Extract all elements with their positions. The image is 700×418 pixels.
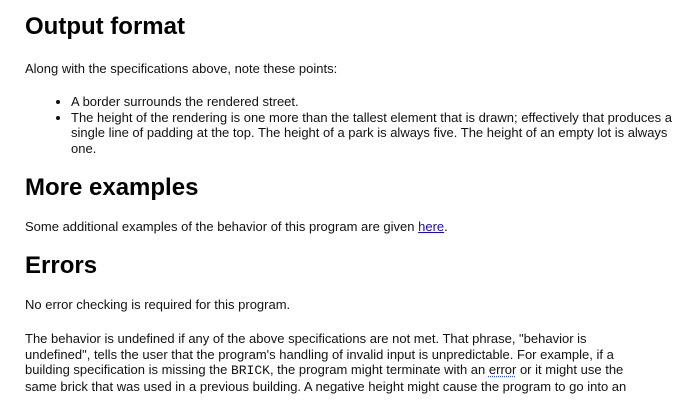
bullet-item-height: • The height of the rendering is one more than the tallest element that is drawn; effectively that produces a single line of padding at the top. The height of a park is always five. The height of an empty lot is always one.: [71, 110, 691, 157]
output-format-bullet-list: [25, 94, 691, 156]
error-word: error: [488, 362, 517, 377]
behavior-text-part-2: , the program might terminate with an: [269, 362, 489, 377]
more-examples-text-before: Some additional examples of the behavior of this program are given: [25, 219, 419, 234]
undefined-behavior-paragraph: [25, 331, 640, 394]
more-examples-text: [25, 219, 448, 235]
output-format-intro: Along with the specifications above, note these points:: [25, 61, 338, 76]
here-link[interactable]: here: [418, 219, 445, 234]
heading-errors: Errors: [25, 252, 98, 279]
more-examples-text-after: .: [444, 219, 448, 234]
behavior-text-part-1: The behavior is undefined if any of the above specifications are not met. That phrase, "behavior is undefined", tells the user that the program's handling of invalid input is unpredictable. For example, if a building specification is missing the: [25, 331, 614, 377]
heading-more-examples: More examples: [25, 174, 199, 201]
heading-output-format: Output format: [25, 13, 185, 40]
brick-code: BRICK: [230, 363, 270, 378]
bullet-item-border: • A border surrounds the rendered street.: [71, 94, 691, 110]
behavior-text-part-3: or it might use the same brick that was used in a previous building. A negative height might cause the program to go into an: [25, 362, 627, 394]
no-error-checking-text: No error checking is required for this program.: [25, 297, 291, 312]
